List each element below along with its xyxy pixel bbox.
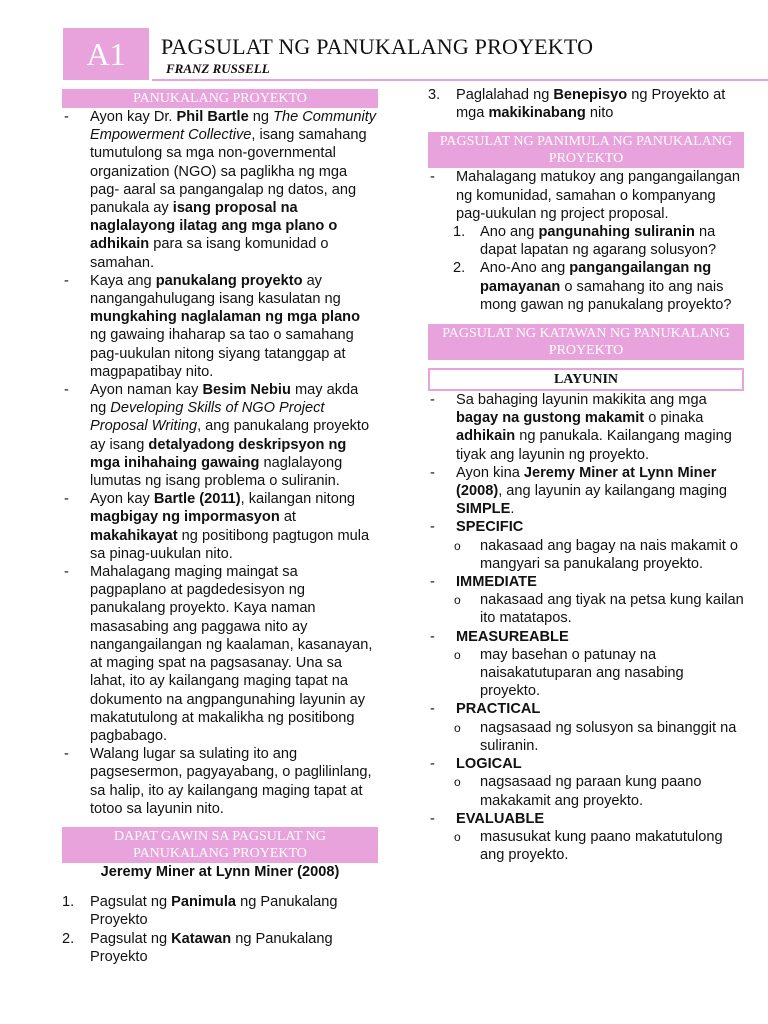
list-item [428,391,744,464]
emphasis: panukalang proyekto [155,272,303,289]
emphasis: Panimula [171,894,237,911]
simple-item-title [428,518,744,536]
text: naglalayong lumutas ng isang problema o suliranin. [90,454,343,490]
author-name: FRANZ RUSSELL [166,61,270,76]
criterion-label: IMMEDIATE [456,574,537,591]
section-heading: DAPAT GAWIN SA PAGSULAT NG PANUKALANG PROYEKTO [62,827,378,863]
dash-marker: - [430,519,435,536]
emphasis: makahikayat [90,527,178,544]
dash-marker: - [64,272,69,289]
dash-marker: - [64,746,69,763]
list-item [62,108,378,272]
dash-marker: - [430,574,435,591]
simple-item-title [428,700,744,718]
emphasis: pangangailangan ng pamayanan [480,260,712,295]
simple-item-title [428,628,744,646]
dash-marker: - [64,382,69,399]
simple-item-title [428,810,744,828]
numbered-item [428,223,744,259]
subsection-heading: LAYUNIN [428,368,744,391]
numbered-item [428,259,744,314]
text: ng panukala. Kailangang maging tiyak ang layunin ng proyekto. [456,428,732,463]
org-name: The Community Empowerment Collective [90,109,377,144]
numbered-item [428,86,744,122]
dash-marker: - [430,810,435,827]
simple-item-title [428,755,744,773]
author-ref: Besim Nebiu [202,382,291,399]
list-item [62,272,378,381]
text: , ang panukalang proyekto ay isang [90,418,370,453]
source-citation [62,863,378,881]
item-number: 1. [453,224,466,241]
list-item [62,381,378,490]
text: ng gawaing ihaharap sa tao o samahang pag-uukulan nitong siyang tatanggap at magpapatibay nito. [90,327,354,380]
criterion-description [428,773,744,809]
text: Ano-Ano ang [480,260,570,277]
item-number: 2. [62,930,75,947]
text: . [510,501,515,518]
text: at [279,509,296,526]
list-item [62,563,378,745]
criterion-label: SPECIFIC [456,519,524,536]
dash-marker: - [64,491,69,508]
text: Walang lugar sa sulating ito ang pagsesermon, pagyayabang, o paglilinlang, sa halip, ito ay kailangang maging tapat at totoo sa layunin nito. [90,746,372,817]
circle-bullet: o [454,593,461,608]
section-heading: PAGSULAT NG KATAWAN NG PANUKALANG PROYEKTO [428,324,744,360]
text: nito [585,105,614,122]
text: ay nangangahulugang isang kasulatan ng [90,272,341,308]
emphasis: pangunahing suliranin [538,224,695,241]
dash-marker: - [430,169,435,186]
emphasis: SIMPLE [456,501,511,518]
text: Sa bahaging layunin makikita ang mga [456,392,707,409]
emphasis: adhikain [456,428,516,445]
document-title: PAGSULAT NG PANUKALANG PROYEKTO [161,34,594,59]
text: may akda ng [90,382,359,417]
list-item [62,490,378,563]
criterion-description [428,537,744,573]
emphasis: detalyadong deskripsyon ng mga inihahaing gawaing [90,436,347,471]
text: , ang layunin ay kailangang maging [498,483,727,500]
circle-bullet: o [454,829,461,844]
list-item [62,745,378,818]
criterion-label: MEASUREABLE [456,628,569,645]
section-badge: A1 [63,28,149,80]
text: Pagsulat ng [90,894,172,911]
text: nagsasaad ng paraan kung paano makakamit ang proyekto. [480,774,702,809]
text: ng [248,109,274,125]
text: na dapat lapatan ng agarang solusyon? [480,224,717,259]
section-heading: PANUKALANG PROYEKTO [62,89,378,108]
text: Ayon kina [456,464,524,481]
numbered-item [62,930,378,966]
book-title: Developing Skills of NGO Project Proposal Writing [90,400,325,435]
criterion-description [428,591,744,627]
criterion-label: LOGICAL [456,756,522,773]
criterion-description [428,828,744,864]
text: ng positibong pagtugon mula sa pinag-uukulan nito. [90,527,370,562]
emphasis: makikinabang [488,105,586,122]
right-column [428,86,744,864]
text: Ano ang [480,224,539,241]
dash-marker: - [430,756,435,773]
item-number: 3. [428,87,441,103]
dash-marker: - [64,564,69,581]
list-item [428,168,744,223]
dash-marker: - [430,464,435,481]
text: Kaya ang [90,272,156,289]
header-divider [152,79,768,81]
dash-marker: - [64,109,69,125]
emphasis: magbigay ng impormasyon [90,509,280,526]
item-number: 1. [62,894,75,911]
emphasis: mungkahing naglalaman ng mga plano [90,309,361,326]
circle-bullet: o [454,775,461,790]
criterion-description [428,646,744,701]
text: nakasaad ang tiyak na petsa kung kailan ito matatapos. [480,592,744,627]
text: Mahalagang matukoy ang pangangailangan ng komunidad, samahan o kompanyang pag-uukulan ng project proposal. [456,169,740,222]
text: Ayon naman kay [90,382,203,399]
simple-item-title [428,573,744,591]
text: , kailangan nitong [240,491,356,508]
criterion-label: PRACTICAL [456,701,541,718]
author-ref: Phil Bartle [176,109,249,125]
emphasis: Benepisyo [553,87,628,103]
text: o samahang ito ang nais mong gawan ng panukalang proyekto? [480,278,732,313]
dash-marker: - [430,628,435,645]
circle-bullet: o [454,720,461,735]
item-number: 2. [453,260,466,277]
emphasis: Katawan [171,930,232,947]
criterion-label: EVALUABLE [456,810,545,827]
text: Pagsulat ng [90,930,172,947]
text: Ayon kay Dr. [90,109,177,125]
text: nakasaad ang bagay na nais makamit o mangyari sa panukalang proyekto. [480,537,738,572]
text: Ayon kay [90,491,154,508]
criterion-description [428,719,744,755]
text: ng Panukalang Proyekto [90,930,333,965]
author-ref: Jeremy Miner at Lynn Miner (2008) [456,464,717,500]
text: , isang samahang tumutulong sa mga non-governmental organization (NGO) sa paglikha ng mga pag- aaral sa pangangalap ng datos, ang panukala ay [90,127,367,217]
dash-marker: - [430,392,435,409]
dash-marker: - [430,701,435,718]
emphasis: isang proposal na naglalayong ilatag ang mga plano o adhikain [90,200,338,253]
text: o pinaka [644,410,704,427]
text: Paglalahad ng [456,87,554,103]
text: masusukat kung paano makatutulong ang proyekto. [480,828,723,864]
section-heading: PAGSULAT NG PANIMULA NG PANUKALANG PROYEKTO [428,132,744,168]
text: para sa isang komunidad o samahan. [90,236,329,271]
numbered-item [62,893,378,929]
text: ng Panukalang Proyekto [90,894,338,929]
text: Mahalagang maging maingat sa pagpaplano at pagdedesisyon ng panukalang proyekto. Kaya naman masasabing ang paggawa nito ay nangangailangan ng kaalaman, kasanayan, at maging spat na pagsasanay. Una sa lahat, ito ay kailangang maging tapat na dokumento na angpangunahing layunin ay makatutulong at makalikha ng positibong pagbabago. [90,564,373,744]
text: nagsasaad ng solusyon sa binanggit na suliranin. [480,719,737,754]
circle-bullet: o [454,647,461,662]
left-column [62,89,378,966]
text: may basehan o patunay na naisakatutuparan ang nasabing proyekto. [480,646,684,700]
author-ref: Bartle (2011) [153,491,241,508]
text: ng Proyekto at mga [456,87,726,122]
emphasis: bagay na gustong makamit [456,410,645,427]
source-text: Jeremy Miner at Lynn Miner (2008) [100,863,340,880]
circle-bullet: o [454,538,461,553]
list-item [428,464,744,519]
